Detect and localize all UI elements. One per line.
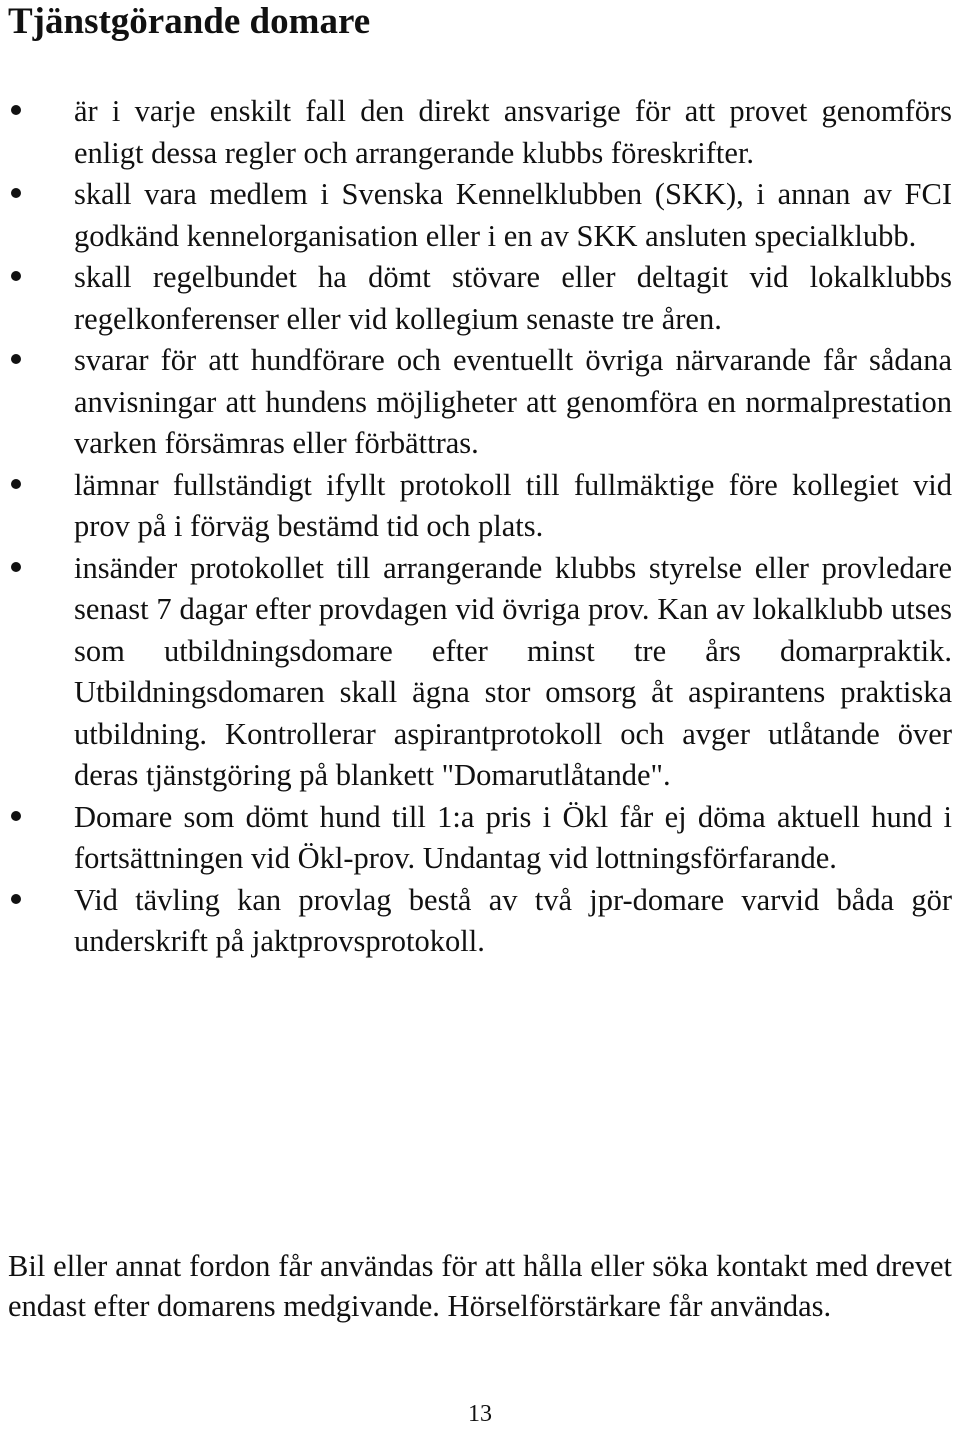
list-item bbox=[0, 797, 952, 880]
bullet-icon bbox=[11, 894, 21, 904]
bullet-list bbox=[0, 91, 960, 963]
list-item-text: insänder protokollet till arrangerande klubbs styrelse eller provledare senast 7 dagar efter provdagen vid övriga prov. Kan av lokalklubb utses som utbildningsdomare efter minst tre års domarpraktik. Utbildningsdomaren skall ägna stor omsorg åt aspirantens praktiska utbildning. Kontrollerar aspirantprotokoll och avger utlåtande över deras tjänstgöring på blankett "Domarutlåtande". bbox=[74, 550, 952, 792]
bullet-icon bbox=[11, 562, 21, 572]
section-heading: Tjänstgörande domare bbox=[8, 1, 371, 42]
list-item bbox=[0, 91, 952, 174]
bullet-icon bbox=[11, 188, 21, 198]
bullet-icon bbox=[11, 811, 21, 821]
list-item-text: lämnar fullständigt ifyllt protokoll till fullmäktige före kollegiet vid prov på i förväg bestämd tid och plats. bbox=[74, 467, 952, 543]
list-item bbox=[0, 880, 952, 963]
bullet-icon bbox=[11, 354, 21, 364]
list-item-text: skall regelbundet ha dömt stövare eller deltagit vid lokalklubbs regelkonferenser eller vid kollegium senaste tre åren. bbox=[74, 260, 952, 336]
list-item-text: Domare som dömt hund till 1:a pris i Ökl får ej döma aktuell hund i fortsättningen vid Ökl-prov. Undantag vid lottningsförfarande. bbox=[74, 799, 952, 875]
closing-paragraph: Bil eller annat fordon får användas för att hålla eller söka kontakt med drevet endast efter domarens medgivande. Hörselförstärkare får användas. bbox=[8, 1249, 952, 1323]
bullet-icon bbox=[11, 105, 21, 115]
list-item-text: Vid tävling kan provlag bestå av två jpr-domare varvid båda gör underskrift på jaktprovsprotokoll. bbox=[74, 882, 952, 958]
list-item bbox=[0, 257, 952, 340]
page-number: 13 bbox=[468, 1401, 492, 1427]
list-item bbox=[0, 340, 952, 465]
list-item bbox=[0, 548, 952, 797]
list-item bbox=[0, 174, 952, 257]
list-item bbox=[0, 465, 952, 548]
list-item-text: svarar för att hundförare och eventuellt övriga närvarande får sådana anvisningar att hundens möjligheter att genomföra en normalprestation varken försämras eller förbättras. bbox=[74, 343, 952, 460]
bullet-icon bbox=[11, 479, 21, 489]
list-item-text: skall vara medlem i Svenska Kennelklubben (SKK), i annan av FCI godkänd kennelorganisation eller i en av SKK ansluten specialklubb. bbox=[74, 177, 952, 253]
list-item-text: är i varje enskilt fall den direkt ansvarige för att provet genomförs enligt dessa regler och arrangerande klubbs föreskrifter. bbox=[74, 94, 952, 170]
bullet-icon bbox=[11, 271, 21, 281]
